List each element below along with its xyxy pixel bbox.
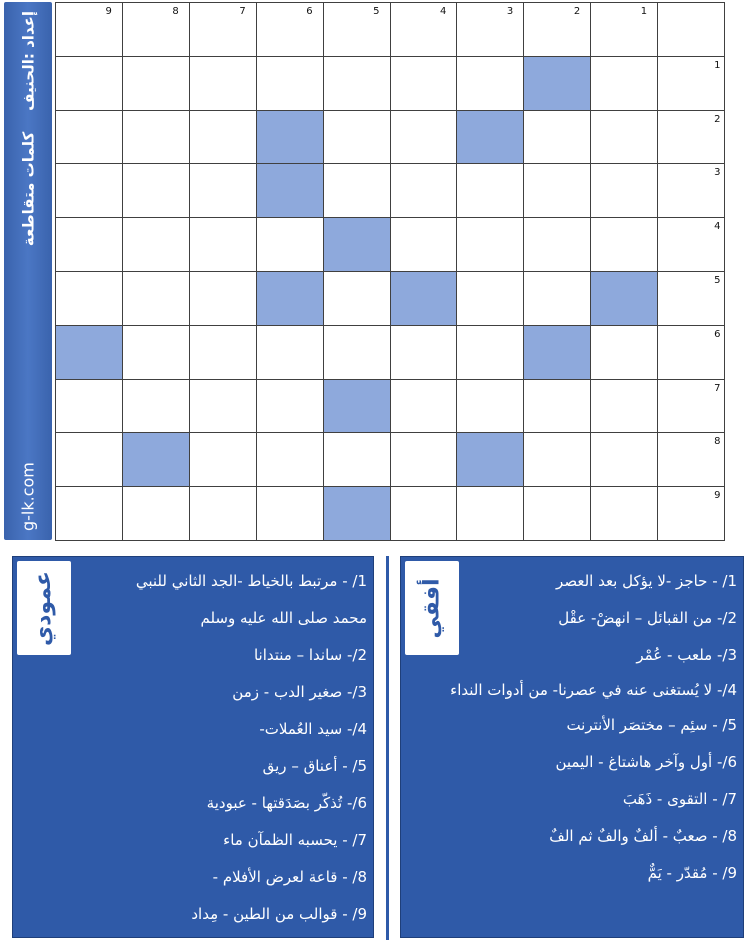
answer-cell[interactable] (123, 272, 190, 326)
blocked-cell (457, 433, 524, 487)
answer-cell[interactable] (257, 487, 324, 541)
answer-cell[interactable] (56, 380, 123, 434)
answer-cell[interactable] (524, 380, 591, 434)
horizontal-clues-list (403, 563, 737, 892)
answer-cell[interactable] (391, 218, 458, 272)
answer-cell[interactable] (190, 57, 257, 111)
blocked-cell (123, 433, 190, 487)
vertical-clue: 7/ - يحسبه الظمآن ماء (223, 831, 367, 849)
answer-cell[interactable] (123, 57, 190, 111)
column-number: 5 (373, 6, 380, 17)
answer-cell[interactable] (457, 218, 524, 272)
horizontal-clue: 5/ - سئِم – مختصَر الأنترنت (566, 716, 737, 734)
answer-cell[interactable] (591, 487, 658, 541)
vertical-clue: 5/ - أعناق – ريق (262, 757, 367, 775)
answer-cell[interactable] (524, 164, 591, 218)
banner-title: كلمات متقاطعة (19, 131, 37, 247)
vertical-clue: محمد صلى الله عليه وسلم (200, 609, 367, 627)
banner-text (19, 11, 38, 531)
blocked-cell (524, 326, 591, 380)
answer-cell[interactable] (324, 164, 391, 218)
column-number-cell (591, 3, 658, 57)
answer-cell[interactable] (123, 380, 190, 434)
vertical-clue: 2/- ساندا – منتدانا (253, 646, 367, 664)
horizontal-clue: 9/ - مُقدّر - يَمٌّ (647, 864, 737, 882)
answer-cell[interactable] (257, 218, 324, 272)
answer-cell[interactable] (457, 272, 524, 326)
answer-cell[interactable] (190, 487, 257, 541)
answer-cell[interactable] (324, 433, 391, 487)
vertical-clue: 3/- صغير الدب - زمن (232, 683, 367, 701)
answer-cell[interactable] (457, 487, 524, 541)
horizontal-clue: 3/- ملعب - عُمْر (636, 646, 737, 664)
row-number: 5 (714, 274, 721, 286)
corner-cell (658, 3, 725, 57)
answer-cell[interactable] (391, 487, 458, 541)
answer-cell[interactable] (324, 57, 391, 111)
answer-cell[interactable] (391, 111, 458, 165)
blocked-cell (257, 272, 324, 326)
column-number: 6 (306, 6, 313, 17)
answer-cell[interactable] (591, 57, 658, 111)
answer-cell[interactable] (591, 433, 658, 487)
row-number-cell (658, 487, 725, 541)
answer-cell[interactable] (56, 487, 123, 541)
column-number-cell (190, 3, 257, 57)
answer-cell[interactable] (457, 326, 524, 380)
row-number-cell (658, 433, 725, 487)
column-number: 4 (440, 6, 447, 17)
column-number-cell (257, 3, 324, 57)
horizontal-clue: 6/- أول وآخر هاشتاغ - اليمين (555, 753, 737, 771)
row-number-cell (658, 380, 725, 434)
banner-title-group (19, 11, 37, 246)
horizontal-clue: 4/- لا يُستغنى عنه في عصرنا- من أدوات النداء (450, 681, 737, 699)
vertical-clue: 8/ - قاعة لعرض الأفلام - (212, 868, 367, 886)
column-number: 7 (239, 6, 246, 17)
answer-cell[interactable] (591, 164, 658, 218)
row-number-cell (658, 326, 725, 380)
blocked-cell (324, 218, 391, 272)
row-number-cell (658, 272, 725, 326)
answer-cell[interactable] (190, 164, 257, 218)
column-number: 1 (640, 6, 648, 17)
row-number-cell (658, 57, 725, 111)
blocked-cell (324, 380, 391, 434)
answer-cell[interactable] (123, 326, 190, 380)
horizontal-label: أفقي (419, 577, 445, 639)
vertical-clue: 1/ - مرتبط بالخياط -الجد الثاني للنبي (135, 572, 367, 590)
column-number: 9 (105, 6, 112, 17)
blocked-cell (257, 111, 324, 165)
row-number: 1 (714, 59, 721, 71)
blocked-cell (457, 111, 524, 165)
horizontal-clues-panel (400, 556, 744, 938)
column-number-cell (524, 3, 591, 57)
column-number-cell (324, 3, 391, 57)
answer-cell[interactable] (56, 433, 123, 487)
vertical-clue: 6/- تُذكّر بصَدَقتها - عبودية (206, 794, 367, 812)
blocked-cell (56, 326, 123, 380)
answer-cell[interactable] (190, 326, 257, 380)
answer-cell[interactable] (56, 164, 123, 218)
answer-cell[interactable] (457, 164, 524, 218)
row-number: 6 (714, 328, 721, 340)
horizontal-clue: 8/ - صعبٌ - ألفٌ والفٌ ثم الفٌ (549, 827, 737, 845)
answer-cell[interactable] (524, 487, 591, 541)
answer-cell[interactable] (591, 111, 658, 165)
answer-cell[interactable] (524, 111, 591, 165)
row-number-cell (658, 218, 725, 272)
answer-cell[interactable] (257, 380, 324, 434)
banner-author: إعداد :الحنيف (19, 11, 37, 111)
row-number: 9 (714, 490, 721, 502)
column-number: 8 (172, 6, 179, 17)
answer-cell[interactable] (56, 57, 123, 111)
row-number-cell (658, 164, 725, 218)
column-number: 3 (506, 6, 514, 17)
column-number-cell (56, 3, 123, 57)
blocked-cell (591, 272, 658, 326)
answer-cell[interactable] (257, 433, 324, 487)
answer-cell[interactable] (391, 326, 458, 380)
answer-cell[interactable] (524, 272, 591, 326)
column-number-cell (457, 3, 524, 57)
answer-cell[interactable] (257, 57, 324, 111)
vertical-clues-panel (12, 556, 374, 938)
row-number: 3 (714, 167, 721, 179)
answer-cell[interactable] (56, 272, 123, 326)
row-number-cell (658, 111, 725, 165)
answer-cell[interactable] (123, 164, 190, 218)
answer-cell[interactable] (591, 326, 658, 380)
answer-cell[interactable] (190, 218, 257, 272)
answer-cell[interactable] (123, 218, 190, 272)
row-number: 8 (714, 436, 721, 448)
answer-cell[interactable] (324, 111, 391, 165)
answer-cell[interactable] (391, 57, 458, 111)
answer-cell[interactable] (56, 218, 123, 272)
column-number: 2 (573, 6, 581, 17)
answer-cell[interactable] (190, 111, 257, 165)
answer-cell[interactable] (391, 380, 458, 434)
vertical-clue: 4/- سيد العُملات- (259, 720, 367, 738)
answer-cell[interactable] (591, 380, 658, 434)
vertical-clue: 9/ - قوالب من الطين - مِداد (191, 905, 367, 923)
answer-cell[interactable] (190, 433, 257, 487)
blocked-cell (391, 272, 458, 326)
answer-cell[interactable] (190, 380, 257, 434)
site-url: g-lk.com (18, 462, 38, 531)
answer-cell[interactable] (56, 111, 123, 165)
answer-cell[interactable] (324, 272, 391, 326)
row-number: 2 (714, 113, 721, 125)
panel-divider (386, 556, 389, 940)
horizontal-clue: 2/- من القبائل – انهضْ- عقْل (558, 609, 737, 627)
answer-cell[interactable] (524, 218, 591, 272)
blocked-cell (257, 164, 324, 218)
blocked-cell (524, 57, 591, 111)
row-number: 7 (714, 382, 721, 394)
vertical-clues-list (15, 563, 367, 933)
side-banner (4, 2, 52, 540)
answer-cell[interactable] (123, 487, 190, 541)
blocked-cell (324, 487, 391, 541)
horizontal-clue: 7/ - التقوى - ذَهَبَ (622, 790, 737, 808)
crossword-grid (55, 2, 725, 541)
answer-cell[interactable] (524, 433, 591, 487)
answer-cell[interactable] (324, 326, 391, 380)
answer-cell[interactable] (391, 433, 458, 487)
answer-cell[interactable] (190, 272, 257, 326)
answer-cell[interactable] (391, 164, 458, 218)
answer-cell[interactable] (257, 326, 324, 380)
column-number-cell (391, 3, 458, 57)
column-number-cell (123, 3, 190, 57)
answer-cell[interactable] (123, 111, 190, 165)
row-number: 4 (714, 221, 721, 233)
horizontal-clue: 1/ - حاجز -لا يؤكل بعد العصر (556, 572, 737, 590)
answer-cell[interactable] (457, 380, 524, 434)
answer-cell[interactable] (591, 218, 658, 272)
answer-cell[interactable] (457, 57, 524, 111)
vertical-label: عمودي (31, 570, 57, 646)
